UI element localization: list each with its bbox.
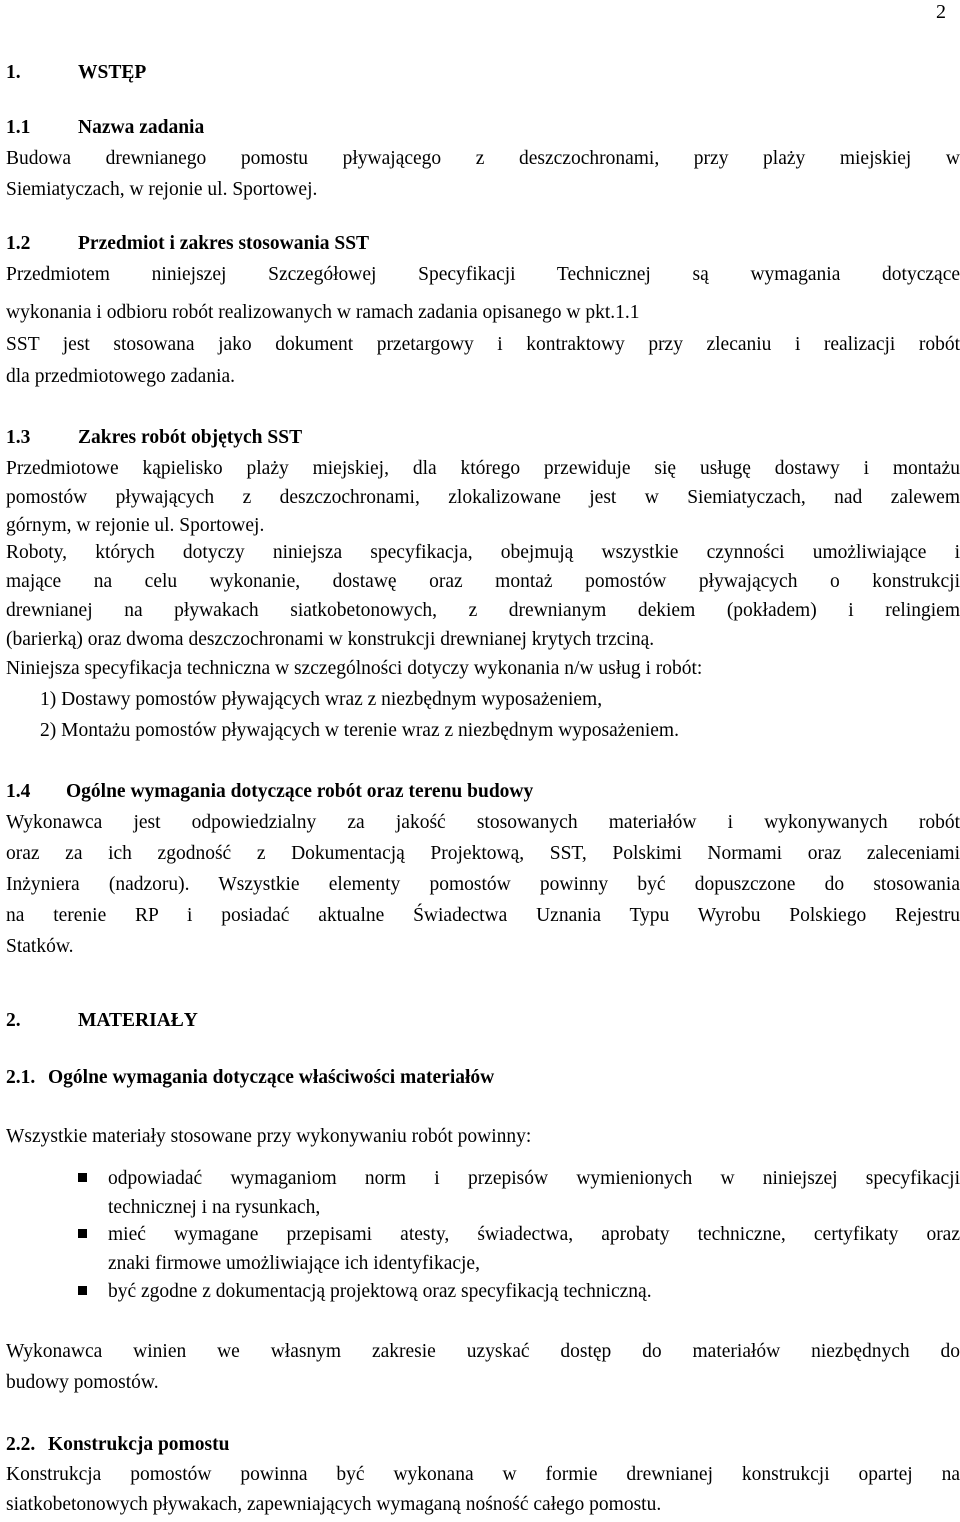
paragraph-line: (barierką) oraz dwoma deszczochronami w konstrukcji drewnianej krytych trzciną. <box>6 629 655 650</box>
paragraph-line: drewnianej na pływakach siatkobetonowych, z drewnianym dekiem (pokładem) i relingiem <box>6 600 960 621</box>
paragraph-line: oraz za ich zgodność z Dokumentacją Projektową, SST, Polskimi Normami oraz zaleceniami <box>6 843 960 864</box>
section-title: MATERIAŁY <box>78 1010 198 1031</box>
subsection-number: 1.1 <box>6 117 31 138</box>
bullet-item <box>80 1220 960 1278</box>
square-bullet-icon <box>78 1286 87 1295</box>
bullet-line: znaki firmowe umożliwiające ich identyfikacje, <box>108 1253 480 1274</box>
paragraph-line: Wykonawca winien we własnym zakresie uzyskać dostęp do materiałów niezbędnych do <box>6 1341 960 1362</box>
subsection-number: 1.2 <box>6 233 31 254</box>
paragraph-line: budowy pomostów. <box>6 1372 159 1393</box>
list-item: 1) Dostawy pomostów pływających wraz z niezbędnym wyposażeniem, <box>40 689 603 710</box>
subsection-title: Zakres robót objętych SST <box>78 427 303 448</box>
section-1-heading <box>6 57 960 88</box>
paragraph-line: mające na celu wykonanie, dostawę oraz montaż pomostów pływających o konstrukcji <box>6 571 960 592</box>
paragraph-line: Wykonawca jest odpowiedzialny za jakość stosowanych materiałów i wykonywanych robót <box>6 812 960 833</box>
list-item: 2) Montażu pomostów pływających w terenie wraz z niezbędnym wyposażeniem. <box>40 720 679 741</box>
page-number: 2 <box>936 1 946 23</box>
subsection-1-3-heading <box>6 422 960 453</box>
bullet-line: odpowiadać wymaganiom norm i przepisów wymienionych w niniejszej specyfikacji <box>108 1168 960 1189</box>
paragraph-line: wykonania i odbioru robót realizowanych w ramach zadania opisanego w pkt.1.1 <box>6 302 640 323</box>
subsection-title: Konstrukcja pomostu <box>48 1434 230 1455</box>
subsection-title: Ogólne wymagania dotyczące właściwości materiałów <box>48 1067 495 1088</box>
paragraph-line: Inżyniera (nadzoru). Wszystkie elementy pomostów powinny być dopuszczone do stosowania <box>6 874 960 895</box>
paragraph-line: Przedmiotowe kąpielisko plaży miejskiej, dla którego przewiduje się usługę dostawy i montażu <box>6 458 960 479</box>
subsection-1-1-heading <box>6 112 960 143</box>
paragraph-line: Wszystkie materiały stosowane przy wykonywaniu robót powinny: <box>6 1126 532 1147</box>
square-bullet-icon <box>78 1173 87 1182</box>
paragraph-line: Konstrukcja pomostów powinna być wykonana w formie drewnianej konstrukcji opartej na <box>6 1464 960 1485</box>
subsection-2-2-heading <box>6 1429 960 1460</box>
bullet-item <box>80 1277 960 1306</box>
paragraph-line: Niniejsza specyfikacja techniczna w szczególności dotyczy wykonania n/w usług i robót: <box>6 658 703 679</box>
section-number: 1. <box>6 62 21 83</box>
section-number: 2. <box>6 1010 21 1031</box>
subsection-title: Nazwa zadania <box>78 117 205 138</box>
subsection-2-1-heading <box>6 1062 960 1093</box>
subsection-number: 1.4 <box>6 781 31 802</box>
subsection-1-4-heading <box>6 776 960 807</box>
paragraph-line: dla przedmiotowego zadania. <box>6 366 236 387</box>
subsection-number: 1.3 <box>6 427 31 448</box>
paragraph-line: Siemiatyczach, w rejonie ul. Sportowej. <box>6 179 318 200</box>
paragraph-line: pomostów pływających z deszczochronami, zlokalizowane jest w Siemiatyczach, nad zalewem <box>6 487 960 508</box>
subsection-title: Ogólne wymagania dotyczące robót oraz terenu budowy <box>66 781 534 802</box>
bullet-line: mieć wymagane przepisami atesty, świadectwa, aprobaty techniczne, certyfikaty oraz <box>108 1224 960 1245</box>
paragraph-line: SST jest stosowana jako dokument przetargowy i kontraktowy przy zlecaniu i realizacji robót <box>6 334 960 355</box>
bullet-line: technicznej i na rysunkach, <box>108 1197 321 1218</box>
paragraph-line: siatkobetonowych pływakach, zapewniających wymaganą nośność całego pomostu. <box>6 1494 662 1515</box>
paragraph-line: Statków. <box>6 936 74 957</box>
paragraph-line: górnym, w rejonie ul. Sportowej. <box>6 515 265 536</box>
bullet-line: być zgodne z dokumentacją projektową oraz specyfikacją techniczną. <box>108 1281 652 1302</box>
section-2-heading <box>6 1005 960 1036</box>
subsection-number: 2.1. <box>6 1067 36 1088</box>
subsection-1-2-heading <box>6 228 960 259</box>
paragraph-line: Budowa drewnianego pomostu pływającego z deszczochronami, przy plaży miejskiej w <box>6 148 960 169</box>
subsection-number: 2.2. <box>6 1434 36 1455</box>
section-title: WSTĘP <box>78 62 147 83</box>
paragraph-line: Przedmiotem niniejszej Szczegółowej Specyfikacji Technicznej są wymagania dotyczące <box>6 264 960 285</box>
square-bullet-icon <box>78 1229 87 1238</box>
paragraph-line: Roboty, których dotyczy niniejsza specyfikacja, obejmują wszystkie czynności umożliwiające i <box>6 542 960 563</box>
bullet-item <box>80 1164 960 1222</box>
subsection-title: Przedmiot i zakres stosowania SST <box>78 233 370 254</box>
paragraph-line: na terenie RP i posiadać aktualne Świadectwa Uznania Typu Wyrobu Polskiego Rejestru <box>6 905 960 926</box>
